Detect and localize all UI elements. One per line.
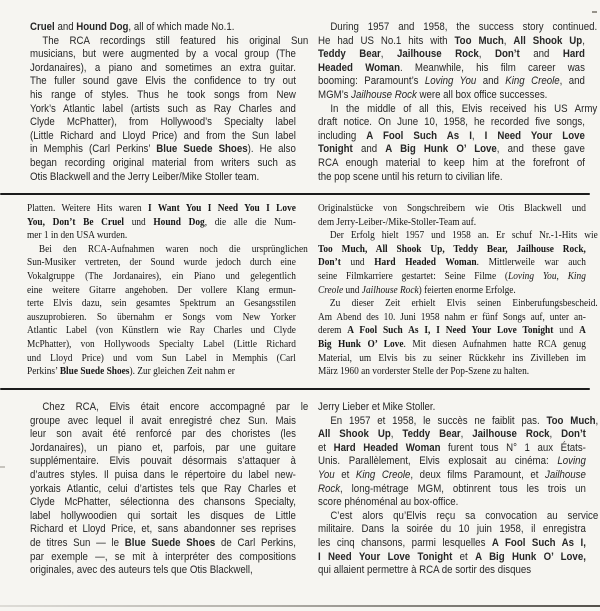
text-line: Tonight and A Big Hunk O’ Love, and these gave <box>318 143 585 156</box>
text-line: Creole und Jailhouse Rock) feierten enorme Erfolge. <box>318 283 516 296</box>
text-line: März 1960 an vorderster Stelle der Pop-Szene zu halten. <box>318 365 530 378</box>
text-line: supplémentaire. Elvis pouvait désormais s’attaquer à <box>30 455 296 468</box>
scan-speck <box>0 466 5 468</box>
text-line: d’autres styles. Il puisa dans le répertoire du label new- <box>30 468 296 481</box>
text-line: Jordanaires), un piano et, parfois, par une guitare <box>30 441 296 454</box>
text-line: During 1957 and 1958, the success story continued. <box>330 21 598 33</box>
text-line: Vokalgruppe (The Jordanaires), ein Piano und gelegentlich <box>27 269 296 282</box>
text-line: derem A Fool Such As I, I Need Your Love Tonight und A <box>318 324 586 337</box>
text-line: Clyde McPhatter, sélectionna des chansons Specialty, <box>30 496 296 509</box>
text-line: Chez RCA, Elvis était encore accompagné par le <box>42 401 309 413</box>
text-line: booming: Paramount’s Loving You and King Creole, and <box>318 75 585 88</box>
text-line: Perkins’ Blue Suede Shoes). Zur gleichen Zeit nahm er <box>27 365 235 378</box>
text-line: The RCA recordings still featured his original Sun <box>42 34 309 47</box>
text-line: dem Jerry-Leiber-/Mike-Stoller-Team auf. <box>318 215 477 228</box>
text-line: und Lloyd Price) und vom Sun Label in Memphis (Carl <box>27 351 296 364</box>
text-line: Originalstücke von Songschreibern wie Otis Blackwell und <box>318 202 586 214</box>
text-line: the pop scene until his return to civilian life. <box>318 170 503 183</box>
text-line: York’s Atlantic label (artists such as Ray Charles and <box>30 102 296 115</box>
text-line: leur son avait été renforcé par des choristes (les <box>30 428 296 441</box>
text-line: He had US No.1 hits with Too Much, All Shook Up, <box>318 34 585 47</box>
text-block-french-left <box>30 401 309 578</box>
text-line: Zu dieser Zeit erhielt Elvis seinen Einberufungsbescheid. <box>329 297 598 310</box>
text-line: Don’t und Hard Headed Woman. Mittlerweile war auch <box>318 256 586 269</box>
text-line: You, Don’t Be Cruel und Hound Dog, die alle die Num- <box>27 215 296 228</box>
text-line: Rock, long-métrage MGM, obtinrent tous les trois un <box>318 482 586 495</box>
text-line: You et King Creole, deux films Paramount, et Jailhouse <box>318 468 586 481</box>
text-line: de titres Sun — le Blue Suede Shoes de Carl Perkins, <box>30 536 296 549</box>
text-line: les cinq chansons, parmi lesquelles A Fool Such As I, <box>318 536 586 549</box>
text-line: Cruel and Hound Dog, all of which made No.1. <box>30 21 235 33</box>
text-line: began recording original material from writers such as <box>30 156 296 169</box>
section-divider-top <box>0 193 590 195</box>
text-line: yorkais Atlantic, celui d’artistes tels que Ray Charles et <box>30 482 296 495</box>
scan-speck <box>592 11 597 13</box>
page-edge-shadow <box>0 605 600 607</box>
text-line: qui allaient permettre à RCA de sortir des disques <box>318 564 532 577</box>
text-line: MGM’s Jailhouse Rock were all box office successes. <box>318 88 548 101</box>
text-line: (Little Richard and Lloyd Price) and from the Sun label <box>30 129 296 142</box>
text-line: Otis Blackwell and the Jerry Leiber/Mike Stoller team. <box>30 170 260 183</box>
text-line: RCA enough material to keep him at the forefront of <box>318 156 585 169</box>
text-line: Too Much, All Shook Up, Teddy Bear, Jailhouse Rock, <box>318 242 586 255</box>
text-line: score phénoménal au box-office. <box>318 496 459 509</box>
text-line: Jerry Lieber et Mike Stoller. <box>318 401 436 413</box>
text-line: label hollywoodien qui sortait les disques de Little <box>30 509 296 522</box>
text-block-german-left <box>27 202 308 379</box>
text-line: Platten. Weitere Hits waren I Want You I Need You I Love <box>27 202 296 214</box>
text-line: McPhatter), von Hollywoods Specialty Label (Little Richard <box>27 337 296 350</box>
text-line: The fuller sound gave Elvis the confidence to try out <box>30 75 296 88</box>
text-line: par exemple —, se mit à interpréter des compositions <box>30 550 296 563</box>
text-line: Big Hunk O’ Love. Mit diesen Aufnahmen hatte RCA genug <box>318 337 586 350</box>
text-line: Headed Woman. Meanwhile, his film career was <box>318 61 585 74</box>
text-line: eine weitere Gitarre angehoben. Der vollere Klang ermun- <box>27 283 296 296</box>
text-line: Teddy Bear, Jailhouse Rock, Don’t and Hard <box>318 48 585 61</box>
text-block-english-left <box>30 21 309 184</box>
text-block-french-right <box>318 401 599 578</box>
text-line: draft notice. On June 10, 1958, he recorded five songs, <box>318 116 585 129</box>
text-line: Material, um Elvis bis zu seiner Rückkehr ins Zivilleben im <box>318 351 586 364</box>
text-line: Bei den RCA-Aufnahmen waren noch die ursprünglichen <box>38 242 308 255</box>
text-line: C’est alors qu’Elvis reçu sa convocation au service <box>330 509 599 522</box>
text-line: auszuprobieren. So übernahm er Songs vom New Yorker <box>27 310 296 323</box>
text-line: In the middle of all this, Elvis received his US Army <box>330 102 598 115</box>
text-line: terte Elvis dazu, sein gesamtes Spektrum an Gesangsstilen <box>27 297 296 310</box>
text-line: All Shook Up, Teddy Bear, Jailhouse Rock, Don’t <box>318 428 586 441</box>
text-line: in Memphis (Carl Perkins’ Blue Suede Shoes). He also <box>30 143 296 156</box>
text-line: Der Erfolg hielt 1957 und 1958 an. Er schuf Nr.-1-Hits wie <box>329 229 598 242</box>
section-divider-bottom <box>0 388 590 390</box>
text-line: musicians, but were augmented by a vocal group (The <box>30 48 296 61</box>
text-line: Jordanaires), a piano and sometimes an extra guitar. <box>30 61 296 74</box>
text-line: Sun-Musiker vertreten, der Sound wurde jedoch durch eine <box>27 256 296 269</box>
text-line: Clyde McPhatter), from Hollywood’s Specialty label <box>30 116 296 129</box>
text-line: including A Fool Such As I, I Need Your Love <box>318 129 585 142</box>
text-line: his range of styles. Thus he took songs from New <box>30 88 296 101</box>
text-line: originales, avec des auteurs tels que Otis Blackwell, <box>30 564 253 577</box>
text-line: groupe avec lequel il avait enregistré chez Sun. Mais <box>30 414 296 427</box>
text-line: mer 1 in den USA wurden. <box>27 229 128 242</box>
text-line: I Need Your Love Tonight et A Big Hunk O’ Love, <box>318 550 586 563</box>
text-line: En 1957 et 1958, le succès ne faiblit pas. Too Much, <box>330 414 599 427</box>
text-line: Unis. Parallèlement, Elvis explosait au cinéma: Loving <box>318 455 586 468</box>
text-line: militaire. Dans la soirée du 10 juin 1958, il enregistra <box>318 523 586 536</box>
text-line: Richard et Lloyd Price, et, sans abandonner ses reprises <box>30 523 296 536</box>
text-line: Atlantic Label (von Künstlern wie Ray Charles und Clyde <box>27 324 296 337</box>
text-line: Am Abend des 10. Juni 1958 nahm er fünf Songs auf, unter an- <box>318 310 586 323</box>
text-line: et Hard Headed Woman furent tous N° 1 aux États- <box>318 441 586 454</box>
text-block-german-right <box>318 202 598 379</box>
text-block-english-right <box>318 21 598 184</box>
text-line: seine Filmkarriere gestartet: Seine Filme (Loving You, King <box>318 269 586 282</box>
